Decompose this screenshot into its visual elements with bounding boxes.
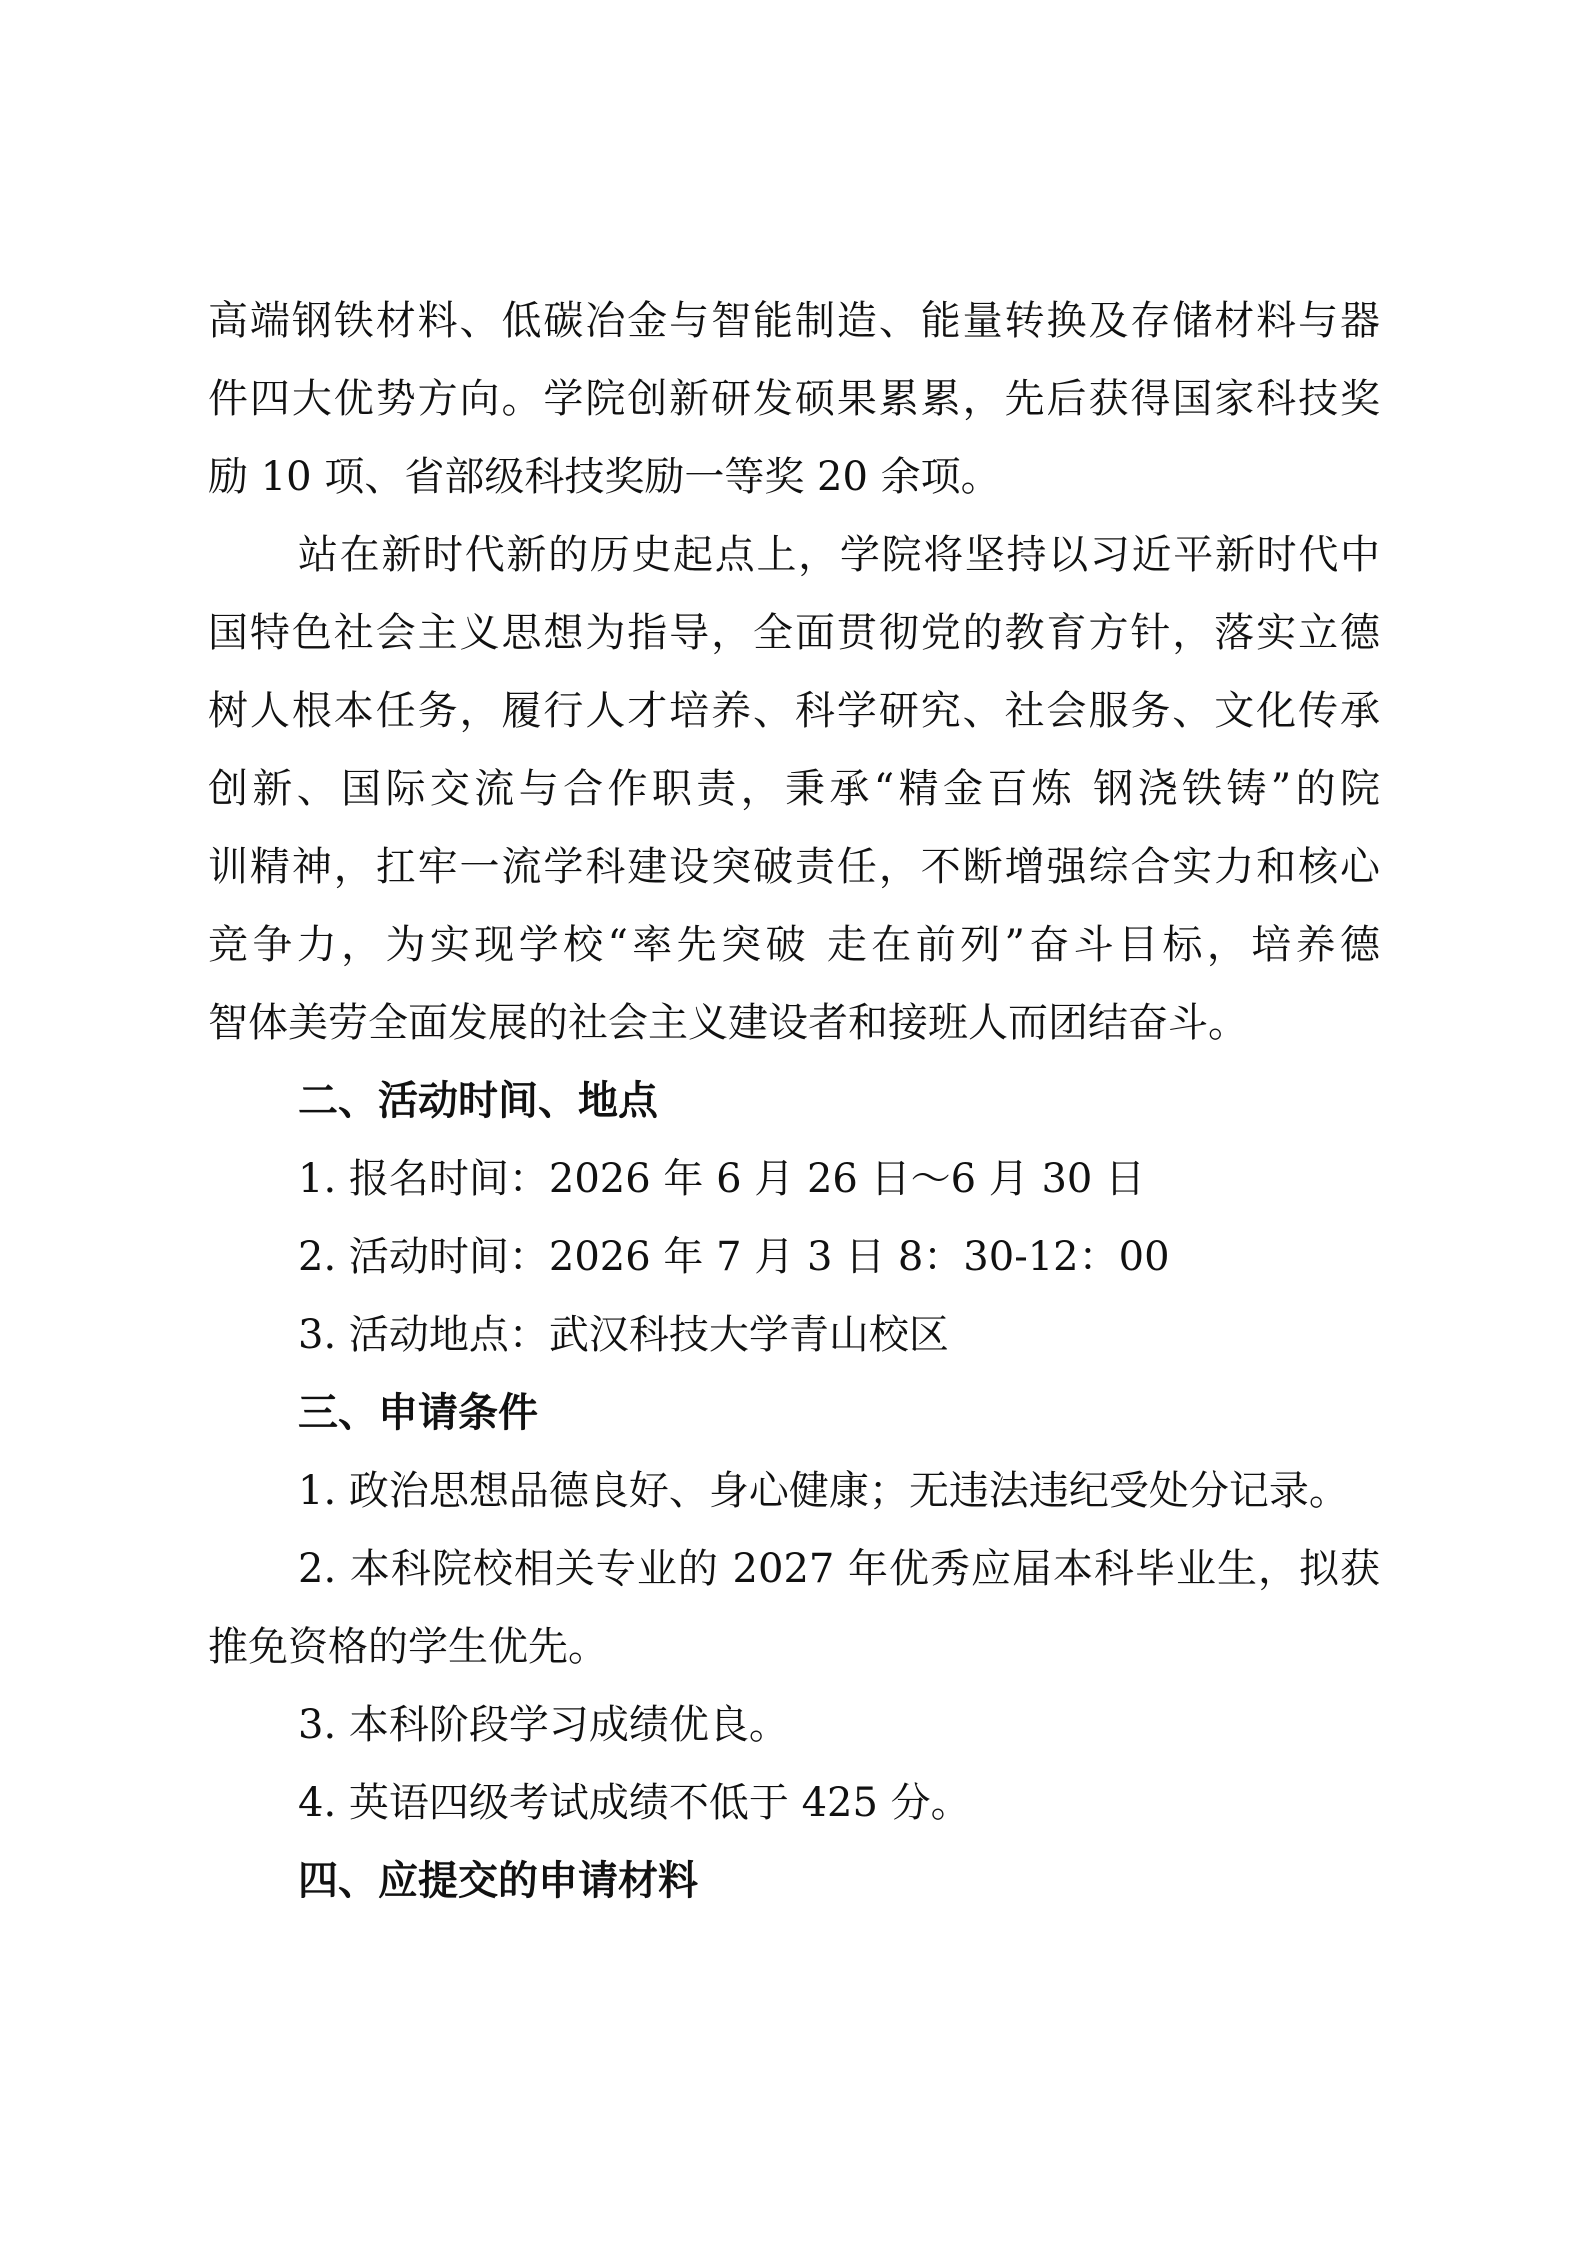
section-3-item-2-line-2: 推免资格的学生优先。 — [208, 1624, 608, 1670]
vision-line-2: 国特色社会主义思想为指导，全面贯彻党的教育方针，落实立德 — [208, 610, 1380, 656]
document-body — [208, 282, 1380, 1920]
section-3-item-2-line-1: 2. 本科院校相关专业的 2027 年优秀应届本科毕业生，拟获 — [298, 1546, 1380, 1592]
section-4-heading: 四、应提交的申请材料 — [298, 1858, 698, 1904]
section-2-heading: 二、活动时间、地点 — [298, 1078, 658, 1124]
vision-line-4: 创新、国际交流与合作职责，秉承“精金百炼 钢浇铁铸”的院 — [208, 766, 1380, 812]
section-2-item-3: 3. 活动地点：武汉科技大学青山校区 — [298, 1312, 949, 1358]
vision-line-1: 站在新时代新的历史起点上，学院将坚持以习近平新时代中 — [298, 532, 1380, 578]
section-3-item-4: 4. 英语四级考试成绩不低于 425 分。 — [298, 1780, 971, 1826]
vision-line-6: 竞争力，为实现学校“率先突破 走在前列”奋斗目标，培养德 — [208, 922, 1380, 968]
intro-line-3: 励 10 项、省部级科技奖励一等奖 20 余项。 — [208, 454, 1001, 500]
section-3-item-3: 3. 本科阶段学习成绩优良。 — [298, 1702, 789, 1748]
vision-line-5: 训精神，扛牢一流学科建设突破责任，不断增强综合实力和核心 — [208, 844, 1380, 890]
intro-line-1: 高端钢铁材料、低碳冶金与智能制造、能量转换及存储材料与器 — [208, 298, 1380, 344]
section-2-item-2: 2. 活动时间：2026 年 7 月 3 日 8：30-12：00 — [298, 1234, 1170, 1280]
intro-line-2: 件四大优势方向。学院创新研发硕果累累，先后获得国家科技奖 — [208, 376, 1380, 422]
section-3-item-1: 1. 政治思想品德良好、身心健康；无违法违纪受处分记录。 — [298, 1468, 1349, 1514]
vision-line-3: 树人根本任务，履行人才培养、科学研究、社会服务、文化传承 — [208, 688, 1380, 734]
vision-line-7: 智体美劳全面发展的社会主义建设者和接班人而团结奋斗。 — [208, 1000, 1248, 1046]
section-2-item-1: 1. 报名时间：2026 年 6 月 26 日～6 月 30 日 — [298, 1156, 1146, 1202]
section-3-heading: 三、申请条件 — [298, 1390, 538, 1436]
